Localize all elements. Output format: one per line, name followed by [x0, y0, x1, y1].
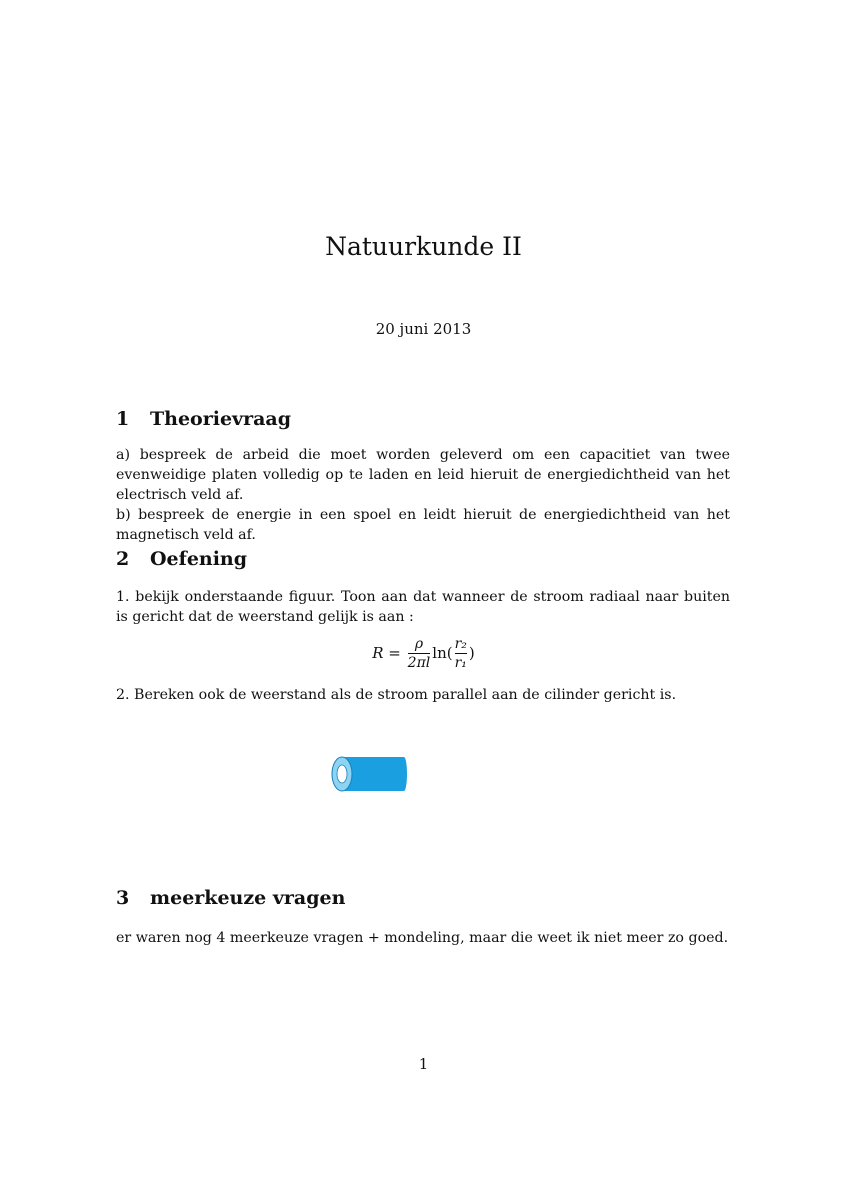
fraction-numerator: r₂ — [454, 636, 467, 652]
page-number: 1 — [418, 1055, 429, 1073]
formula-fraction-rho — [408, 636, 431, 672]
section-title: Oefening — [150, 548, 248, 570]
theory-question-a: a) bespreek de arbeid die moet worden geleverd om een capacitiet van twee evenweidige platen volledig op te laden en leid hieruit de energiedichtheid van het electrisch veld af. — [116, 447, 730, 503]
section-title: meerkeuze vragen — [150, 887, 346, 909]
fraction-denominator: 2πl — [407, 655, 431, 671]
cylinder-inner-hole — [337, 765, 347, 783]
formula-ln: ln( — [432, 644, 453, 662]
formula-fraction-radii — [455, 636, 467, 672]
section-number: 3 — [116, 887, 130, 909]
section-number: 2 — [116, 548, 130, 570]
theory-question-b: b) bespreek de energie in een spoel en leidt hieruit de energiedichtheid van het magnetisch veld af. — [116, 507, 730, 543]
document-date: 20 juni 2013 — [375, 320, 472, 338]
resistance-formula — [0, 636, 847, 672]
section-heading-meerkeuze — [116, 887, 345, 909]
section-title: Theorievraag — [150, 408, 291, 430]
theory-paragraph — [116, 445, 730, 545]
cylinder-end-cap — [401, 757, 407, 791]
cylinder-figure — [330, 754, 410, 794]
formula-close-paren: ) — [468, 644, 475, 662]
section-number: 1 — [116, 408, 130, 430]
document-title: Natuurkunde II — [325, 232, 522, 261]
fraction-denominator: r₁ — [454, 655, 467, 671]
section-heading-theorievraag — [116, 408, 291, 430]
section-heading-oefening — [116, 548, 247, 570]
fraction-numerator: ρ — [414, 636, 424, 652]
multiple-choice-note: er waren nog 4 meerkeuze vragen + mondeling, maar die weet ik niet meer zo goed. — [116, 930, 729, 946]
formula-lhs: R = — [372, 644, 401, 662]
exercise-question-2: 2. Bereken ook de weerstand als de stroom parallel aan de cilinder gericht is. — [116, 687, 677, 703]
exercise-question-1: 1. bekijk onderstaande figuur. Toon aan dat wanneer de stroom radiaal naar buiten is gericht dat de weerstand gelijk is aan : — [116, 589, 730, 625]
